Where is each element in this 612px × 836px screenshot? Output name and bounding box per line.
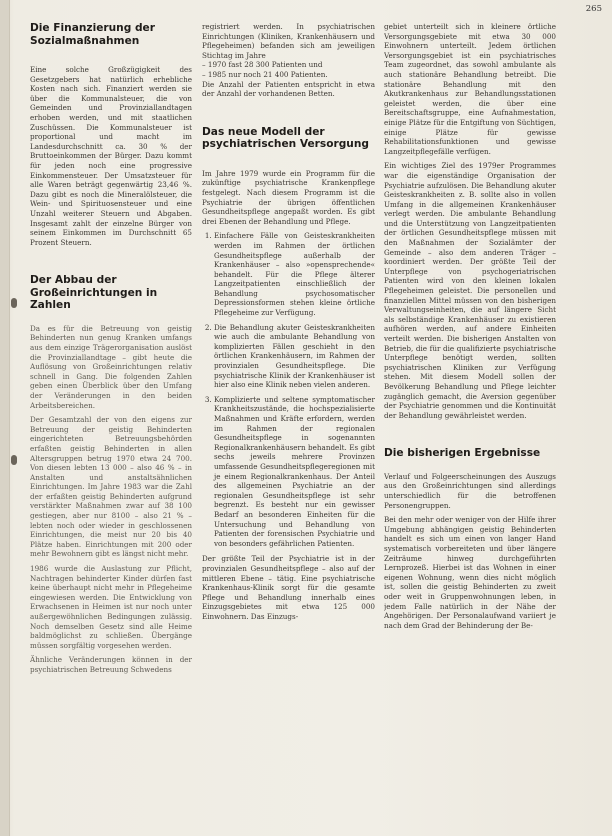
heading-financing: Die Finanzierung der Sozialmaßnahmen xyxy=(30,22,155,47)
heading-new-model: Das neue Modell der psychiatrischen Versorgung xyxy=(202,125,369,151)
paragraph: Eine solche Großzügigkeit des Gesetzgebers hat natürlich erhebliche Kosten nach sich. Finanziert werden sie über die Kommunalsteuer, die von Gemeinden und Provinziallandtagen erhoben werden, und mit staatlichen Zuschüssen. Die Kommunalsteuer ist proportional und macht im Landesdurchschnitt ca. 30 % der Bruttoeinkommen der Bürger. Dazu kommt für jeden noch eine progressive Einkommensteuer. Der Umsatzsteuer für alle Waren beträgt gegenwärtig 23,46 %. Dazu gibt es noch die Mineralölsteuer, die Wein- und Spirituosensteuer und eine Unzahl weiterer Steuern und Abgaben. Insgesamt zahlt der einzelne Bürger von seinem Einkommen im Durchschnitt 65 Prozent Steuern. xyxy=(30,65,192,247)
paragraph: registriert werden. In psychiatrischen Einrichtungen (Kliniken, Krankenhäusern und Pflegeheimen) befanden sich am jeweiligen Stichtag im Jahre – 1970 fast 28 300 Patienten und – 1985 nur noch 21 400 Patienten. Die Anzahl der Patienten entspricht in etwa der Anzahl der vorhandenen Betten. xyxy=(202,22,375,99)
list-item: 2. Die Behandlung akuter Geisteskrankheiten wie auch die ambulante Behandlung von komplizierten Fällen geschieht in den örtlichen Krankenhäusern, im Rahmen der provinzialen Gesundheitspflege. Die psychiatrische Klinik der Krankenhäuser ist hier also eine Klinik neben vielen anderen. xyxy=(214,323,375,390)
numbered-list xyxy=(202,231,375,548)
margin-mark xyxy=(11,298,17,308)
paragraph: Der Gesamtzahl der von den eigens zur Betreuung der geistig Behinderten eingerichteten Betreuungsbehörden erfaßten geistig Behinderten in allen Altersgruppen betrug 1970 etwa 24 700. Von diesen lebten 13 000 – also 46 % – in Anstalten und anstaltsähnlichen Einrichtungen. Im Jahre 1983 war die Zahl der erfaßten geistig Behinderten aufgrund verstärkter Maßnahmen zwar auf 38 100 gestiegen, aber nur 8100 – also 21 % – lebten noch oder wieder in geschlossenen Einrichtungen, die meist nur 20 bis 40 Plätze haben. Einrichtungen mit 200 oder mehr Bewohnern gibt es längst nicht mehr. xyxy=(30,415,192,559)
paragraph: Bei den mehr oder weniger von der Hilfe ihrer Umgebung abhängigen geistig Behinderten handelt es sich um einen von langer Hand systematisch vorbereiteten und über längere Zeiträume hinweg durchgeführten Lernprozeß. Hierbei ist das Wohnen in einer eigenen Wohnung, wenn dies nicht möglich ist, sollen die geistig Behinderten zu zweit oder weit in Gruppenwohnungen leben, in jedem Falle natürlich in der Nähe der Angehörigen. Der Personalaufwand variiert je nach dem Grad der Behinderung der Be- xyxy=(384,515,556,630)
page-number: 265 xyxy=(585,4,602,14)
column-left xyxy=(30,22,192,680)
paragraph: Ähnliche Veränderungen können in der psychiatrischen Betreuung Schwedens xyxy=(30,655,192,674)
column-right xyxy=(384,22,556,635)
paragraph: Im Jahre 1979 wurde ein Programm für die zukünftige psychiatrische Krankenpflege festgelegt. Nach diesem Programm ist die Psychiatrie der übrigen öffentlichen Gesundheitspflege angepaßt worden. Es gibt drei Ebenen der Behandlung und Pflege. xyxy=(202,168,375,226)
heading-reduction: Der Abbau der Großeinrichtungen in Zahlen xyxy=(30,274,158,312)
paragraph: Verlauf und Folgeerscheinungen des Auszugs aus den Großeinrichtungen sind allerdings unterschiedlich für die betroffenen Personengruppen. xyxy=(384,471,556,510)
paragraph: Ein wichtiges Ziel des 1979er Programmes war die eigenständige Organisation der Psychiatrie aufzulösen. Die Behandlung akuter Geisteskrankheiten z. B. sollte also in vollen Umfang in die allgemeinen Krankenhäuser verlegt werden. Die ambulante Behandlung und die Unterstützung von Langzeitpatienten der örtlichen Gesundheitspflege müssen mit den Maßnahmen der Sozialämter der Gemeinde – also dem anderen Träger – koordiniert werden. Der größte Teil der Unterpflege von psychogeriatrischen Patienten wird von den kleinen lokalen Pflegeheimen geleistet. Die personellen und finanziellen Mittel müssen von den bisherigen Verwaltungseinheiten, die auf längere Sicht als selbständige Krankenhäuser zu existieren aufhören werden, auf andere Einheiten verteilt werden. Die bisherigen Anstalten von Betrieb, die für die qualifizierte psychiatrische Unterpflege benötigt werden, sollten psychiatrischen Kliniken zur Verfügung stehen. Mit diesem Modell sollen der Bevölkerung Behandlung und Pflege leichter zugänglich gemacht, die Aversion gegenüber der Psychiatrie genommen und die Kontinuität der Behandlung gewährleistet werden. xyxy=(384,161,556,420)
column-middle xyxy=(202,22,375,626)
binding-edge xyxy=(0,0,10,836)
margin-mark xyxy=(11,455,17,465)
paragraph: Da es für die Betreuung von geistig Behinderten nun genug Kranken umfangs aus dem einzige Trägerorganisation auslöst die Provinziallandtage – gibt heute die Auflösung von Großeinrichtungen relativ schnell in Gang. Die folgenden Zahlen geben einen Überblick über den Umfang der Veränderungen in den beiden Arbeitsbereichen. xyxy=(30,323,192,410)
heading-results: Die bisherigen Ergebnisse xyxy=(384,447,541,460)
paragraph: 1986 wurde die Auslastung zur Pflicht, Nachtragen behinderter Kinder dürfen fast keine überhaupt nicht mehr in Pflegeheime eingewiesen werden. Die Entwicklung von Erwachsenen in Heimen ist nur noch unter außergewöhnlichen Bedingungen zulässig. Noch demselben Gesetz sind alle Heime baldmöglichst zu schließen. Übergänge müssen sorgfältig vorgesehen werden. xyxy=(30,564,192,650)
list-item: 3. Komplizierte und seltene symptomatischer Krankheitszustände, die hochspezialisierte Maßnahmen und Kräfte erfordern, werden im Rahmen der regionalen Gesundheitspflege in sogenannten Regionalkrankenhäusern behandelt. Es gibt sechs jeweils mehrere Provinzen umfassende Gesundheitspflegeregionen mit je einem Regionalkrankenhaus. Der Anteil des allgemeinen Psychiatrie an der regionalen Gesundheitspflege ist sehr begrenzt. Es besteht nur ein gewisser Bedarf an besonderen Einheiten für die Untersuchung und Behandlung von Patienten der forensischen Psychiatrie und von besonders gefährlichen Patienten. xyxy=(214,395,375,549)
paragraph: Der größte Teil der Psychiatrie ist in der provinzialen Gesundheitspflege – also auf der mittleren Ebene – tätig. Eine psychiatrische Krankenhaus-Klinik sorgt für die gesamte Pflege und Behandlung innerhalb eines Einzugsgebietes mit etwa 125 000 Einwohnern. Das Einzugs- xyxy=(202,554,375,621)
paragraph: gebiet unterteilt sich in kleinere örtliche Versorgungsgebiete mit etwa 30 000 Einwohnern unterteilt. Jedem örtlichen Versorgungsgebiet ist ein psychiatrisches Team zugeordnet, das sowohl ambulante als auch stationäre Behandlung betreibt. Die stationäre Behandlung mit den Akutkrankenhaus zur Behandlungsstationen geleistet werden, die über eine Bereitschaftsgruppe, eine Aufnahmestation, einige Plätze für die Entgiftung von Süchtigen, einige Plätze für gewisse Rehabilitationsfunktionen und gewisse Langzeitpflegefälle verfügen. xyxy=(384,22,556,156)
list-item: 1. Einfachere Fälle von Geisteskrankheiten werden im Rahmen der örtlichen Gesundheitspflege außerhalb der Krankenhäuser – also »opensprechende« behandelt. Für die Pflege älterer Langzeitpatienten einschließlich der Behandlung psychosomatischer Depressionsformen stehen kleine örtliche Pflegeheime zur Verfügung. xyxy=(214,231,375,317)
